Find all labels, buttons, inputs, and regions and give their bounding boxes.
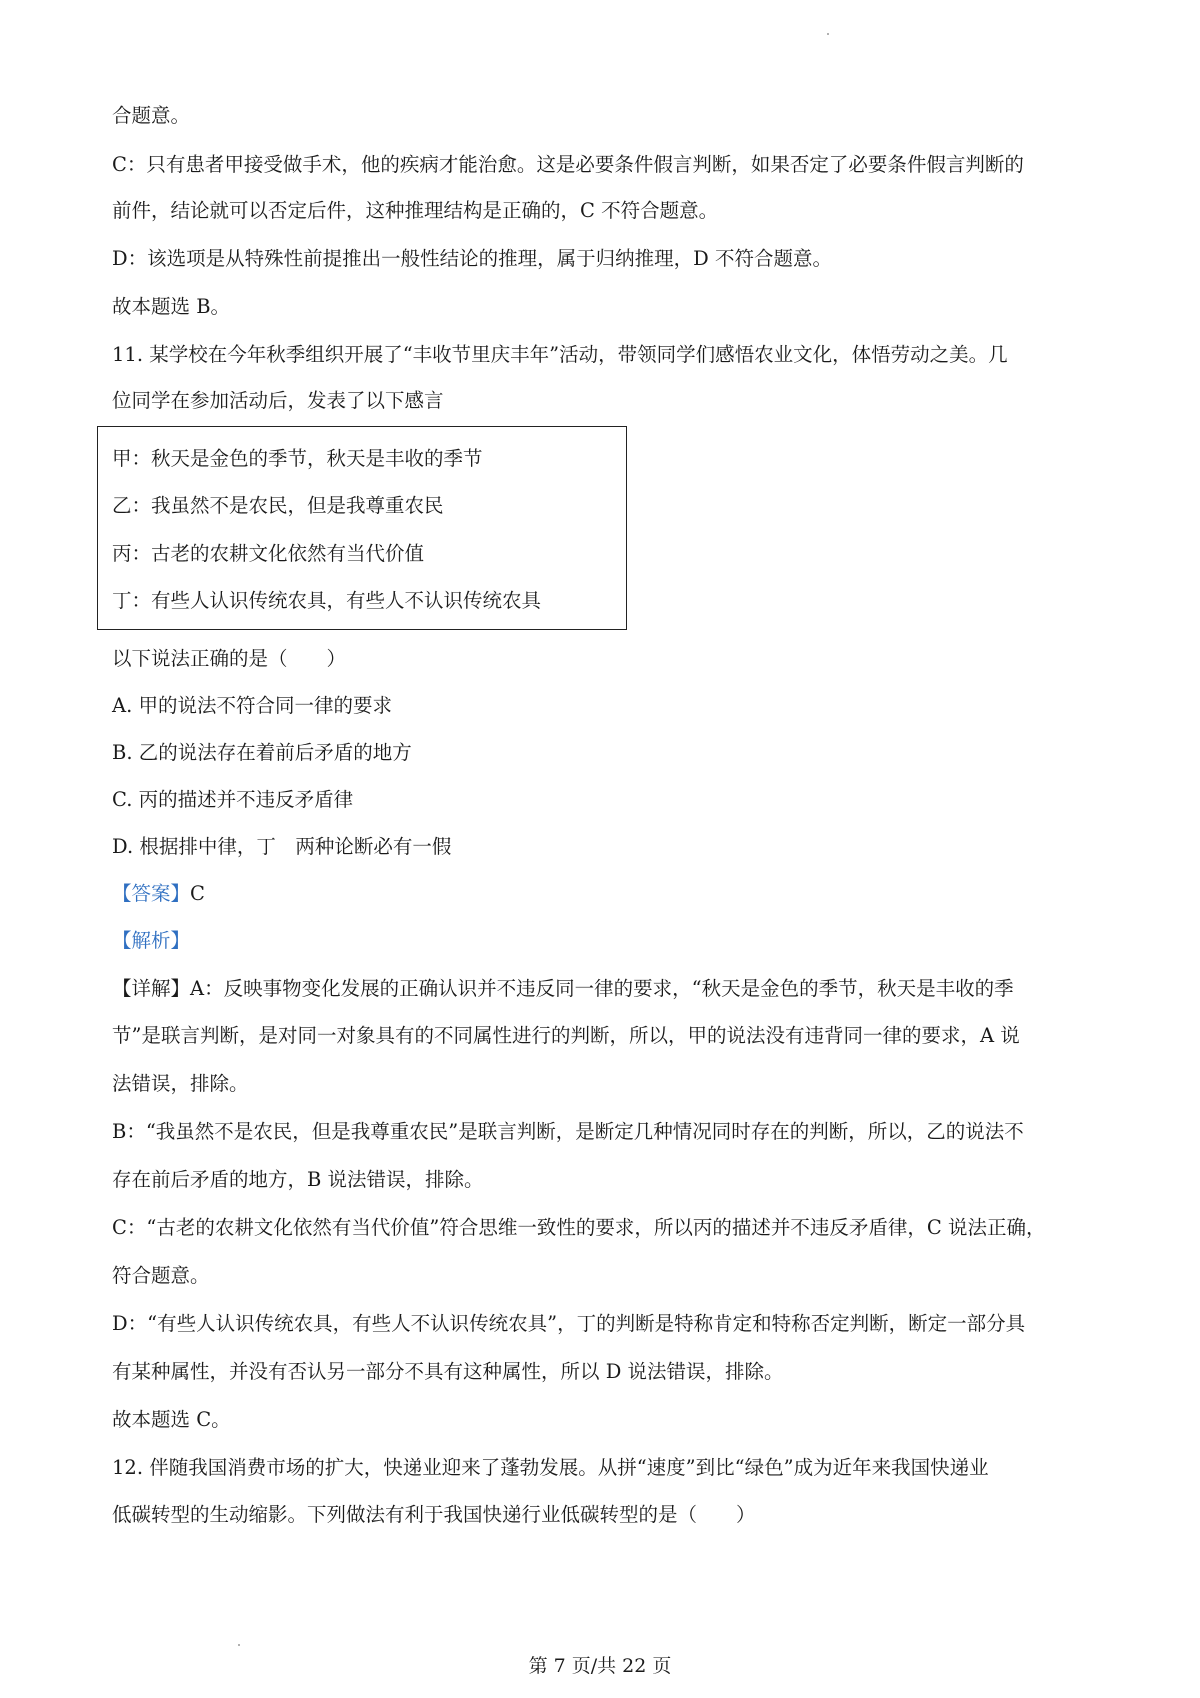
- statement-bing: 丙：古老的农耕文化依然有当代价值: [112, 542, 425, 565]
- answer-tag: 【答案】: [112, 882, 191, 905]
- detail-d-analysis: D：“有些人认识传统农具，有些人不认识传统农具”，丁的判断是特称肯定和特称否定判断，断定一部分具: [112, 1312, 1026, 1335]
- question-11-stem-cont: 位同学在参加活动后，发表了以下感言: [112, 389, 444, 412]
- answer-value: C: [190, 882, 205, 905]
- detail-a-text: A：反映事物变化发展的正确认识并不违反同一律的要求，“秋天是金色的季节，秋天是丰收的季: [190, 977, 1014, 1000]
- prev-option-d-analysis: D：该选项是从特殊性前提推出一般性结论的推理，属于归纳推理，D 不符合题意。: [112, 247, 832, 270]
- question-11-option-d: D. 根据排中律，丁 两种论断必有一假: [112, 835, 452, 858]
- prev-option-c-analysis-cont: 前件，结论就可以否定后件，这种推理结构是正确的，C 不符合题意。: [112, 199, 719, 222]
- scan-speck: [238, 1644, 240, 1646]
- detail-c-analysis-cont: 符合题意。: [112, 1264, 210, 1287]
- detail-a-analysis-cont: 节”是联言判断，是对同一对象具有的不同属性进行的判断，所以，甲的说法没有违背同一律的要求，A 说: [112, 1024, 1020, 1047]
- prev-conclusion: 故本题选 B。: [112, 295, 231, 318]
- detail-a-analysis: [112, 975, 1014, 1003]
- statements-box: [97, 426, 627, 630]
- detail-tag: 【详解】: [112, 977, 191, 1000]
- detail-c-analysis: C：“古老的农耕文化依然有当代价值”符合思维一致性的要求，所以丙的描述并不违反矛盾律，C 说法正确，: [112, 1216, 1046, 1239]
- question-11-prompt: 以下说法正确的是（ ）: [112, 647, 347, 670]
- analysis-tag: 【解析】: [112, 929, 191, 952]
- question-12-stem-cont: 低碳转型的生动缩影。下列做法有利于我国快递行业低碳转型的是（ ）: [112, 1503, 756, 1526]
- statement-yi: 乙：我虽然不是农民，但是我尊重农民: [112, 494, 444, 517]
- question-11-option-a: A. 甲的说法不符合同一律的要求: [112, 694, 392, 717]
- statement-ding: 丁：有些人认识传统农具，有些人不认识传统农具: [112, 589, 542, 612]
- detail-conclusion: 故本题选 C。: [112, 1408, 231, 1431]
- prev-answer-tail: 合题意。: [112, 104, 191, 127]
- prev-option-c-analysis: C：只有患者甲接受做手术，他的疾病才能治愈。这是必要条件假言判断，如果否定了必要条件假言判断的: [112, 153, 1024, 176]
- answer-line: [112, 880, 205, 908]
- detail-b-analysis: B：“我虽然不是农民，但是我尊重农民”是联言判断，是断定几种情况同时存在的判断，所以，乙的说法不: [112, 1120, 1024, 1143]
- statement-jia: 甲：秋天是金色的季节，秋天是丰收的季节: [112, 447, 483, 470]
- question-11-stem: 11. 某学校在今年秋季组织开展了“丰收节里庆丰年”活动，带领同学们感悟农业文化，体悟劳动之美。几: [112, 343, 1008, 366]
- question-12-stem: 12. 伴随我国消费市场的扩大，快递业迎来了蓬勃发展。从拼“速度”到比“绿色”成为近年来我国快递业: [112, 1456, 989, 1479]
- question-11-option-c: C. 丙的描述并不违反矛盾律: [112, 788, 354, 811]
- detail-b-analysis-cont: 存在前后矛盾的地方，B 说法错误，排除。: [112, 1168, 484, 1191]
- scan-speck: [827, 33, 829, 35]
- detail-a-analysis-end: 法错误，排除。: [112, 1072, 249, 1095]
- question-11-option-b: B. 乙的说法存在着前后矛盾的地方: [112, 741, 412, 764]
- page-footer: 第 7 页/共 22 页: [528, 1655, 672, 1677]
- detail-d-analysis-cont: 有某种属性，并没有否认另一部分不具有这种属性，所以 D 说法错误，排除。: [112, 1360, 784, 1383]
